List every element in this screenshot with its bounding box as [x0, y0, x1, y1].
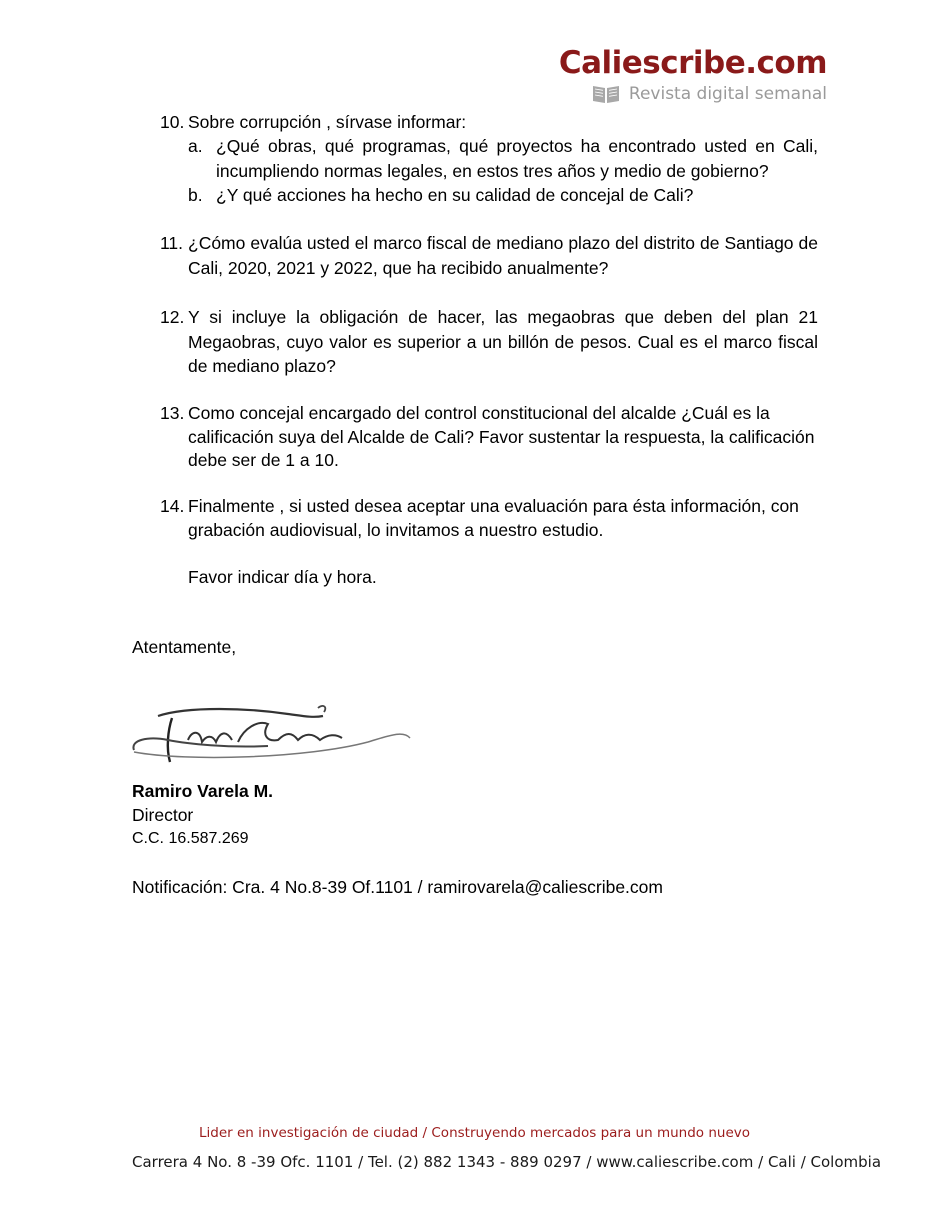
brand-name: Caliescribe.com — [558, 45, 827, 81]
question-text: Finalmente , si usted desea aceptar una evaluación para ésta información, con grabación audiovisual, lo invitamos a nuestro estudio. — [188, 496, 799, 540]
sub-item-letter: a. — [188, 136, 203, 156]
question-text: Como concejal encargado del control constitucional del alcalde ¿Cuál es la calificación suya del Alcalde de Cali? Favor sustentar la respuesta, la calificación debe ser de 1 a 10. — [188, 403, 815, 470]
question-number: 13. — [160, 403, 185, 423]
question-number: 10. — [160, 112, 185, 132]
question-13 — [160, 402, 818, 473]
signature-name: Ramiro Varela M. — [132, 781, 274, 801]
footer-slogan: Lider en investigación de ciudad / Construyendo mercados para un mundo nuevo — [199, 1125, 750, 1141]
brand-tagline: Revista digital semanal — [628, 84, 827, 104]
sub-item-b — [188, 183, 818, 208]
sub-item-a — [188, 134, 818, 183]
question-number: 12. — [160, 307, 185, 327]
closing-request: Favor indicar día y hora. — [188, 567, 377, 587]
question-12 — [160, 305, 818, 379]
question-text: Sobre corrupción , sírvase informar: — [188, 112, 467, 132]
sub-item-text: ¿Qué obras, qué programas, qué proyectos ha encontrado usted en Cali, incumpliendo normas legales, en estos tres años y medio de gobierno? — [216, 136, 818, 181]
notification-line: Notificación: Cra. 4 No.8-39 Of.1101 / ramirovarela@caliescribe.com — [132, 877, 663, 897]
signature-id: C.C. 16.587.269 — [132, 830, 249, 847]
salutation: Atentamente, — [132, 637, 237, 657]
open-book-icon — [591, 83, 621, 105]
question-11 — [160, 231, 818, 280]
question-14 — [160, 495, 818, 542]
handwritten-signature — [128, 700, 413, 770]
question-10 — [160, 110, 818, 135]
question-number: 14. — [160, 496, 185, 516]
signature-title: Director — [132, 805, 194, 825]
question-text: Y si incluye la obligación de hacer, las megaobras que deben del plan 21 Megaobras, cuyo valor es superior a un billón de pesos. Cual es el marco fiscal de mediano plazo? — [188, 307, 818, 376]
question-number: 11. — [160, 233, 184, 253]
footer-contact: Carrera 4 No. 8 -39 Ofc. 1101 / Tel. (2) 882 1343 - 889 0297 / www.caliescribe.com / Cali / Colombia — [132, 1153, 882, 1171]
brand-sub — [559, 83, 827, 105]
sub-item-letter: b. — [188, 185, 203, 205]
brand-header — [559, 44, 827, 105]
question-text: ¿Cómo evalúa usted el marco fiscal de mediano plazo del distrito de Santiago de Cali, 2020, 2021 y 2022, que ha recibido anualmente? — [188, 233, 818, 278]
sub-item-text: ¿Y qué acciones ha hecho en su calidad de concejal de Cali? — [216, 185, 694, 205]
